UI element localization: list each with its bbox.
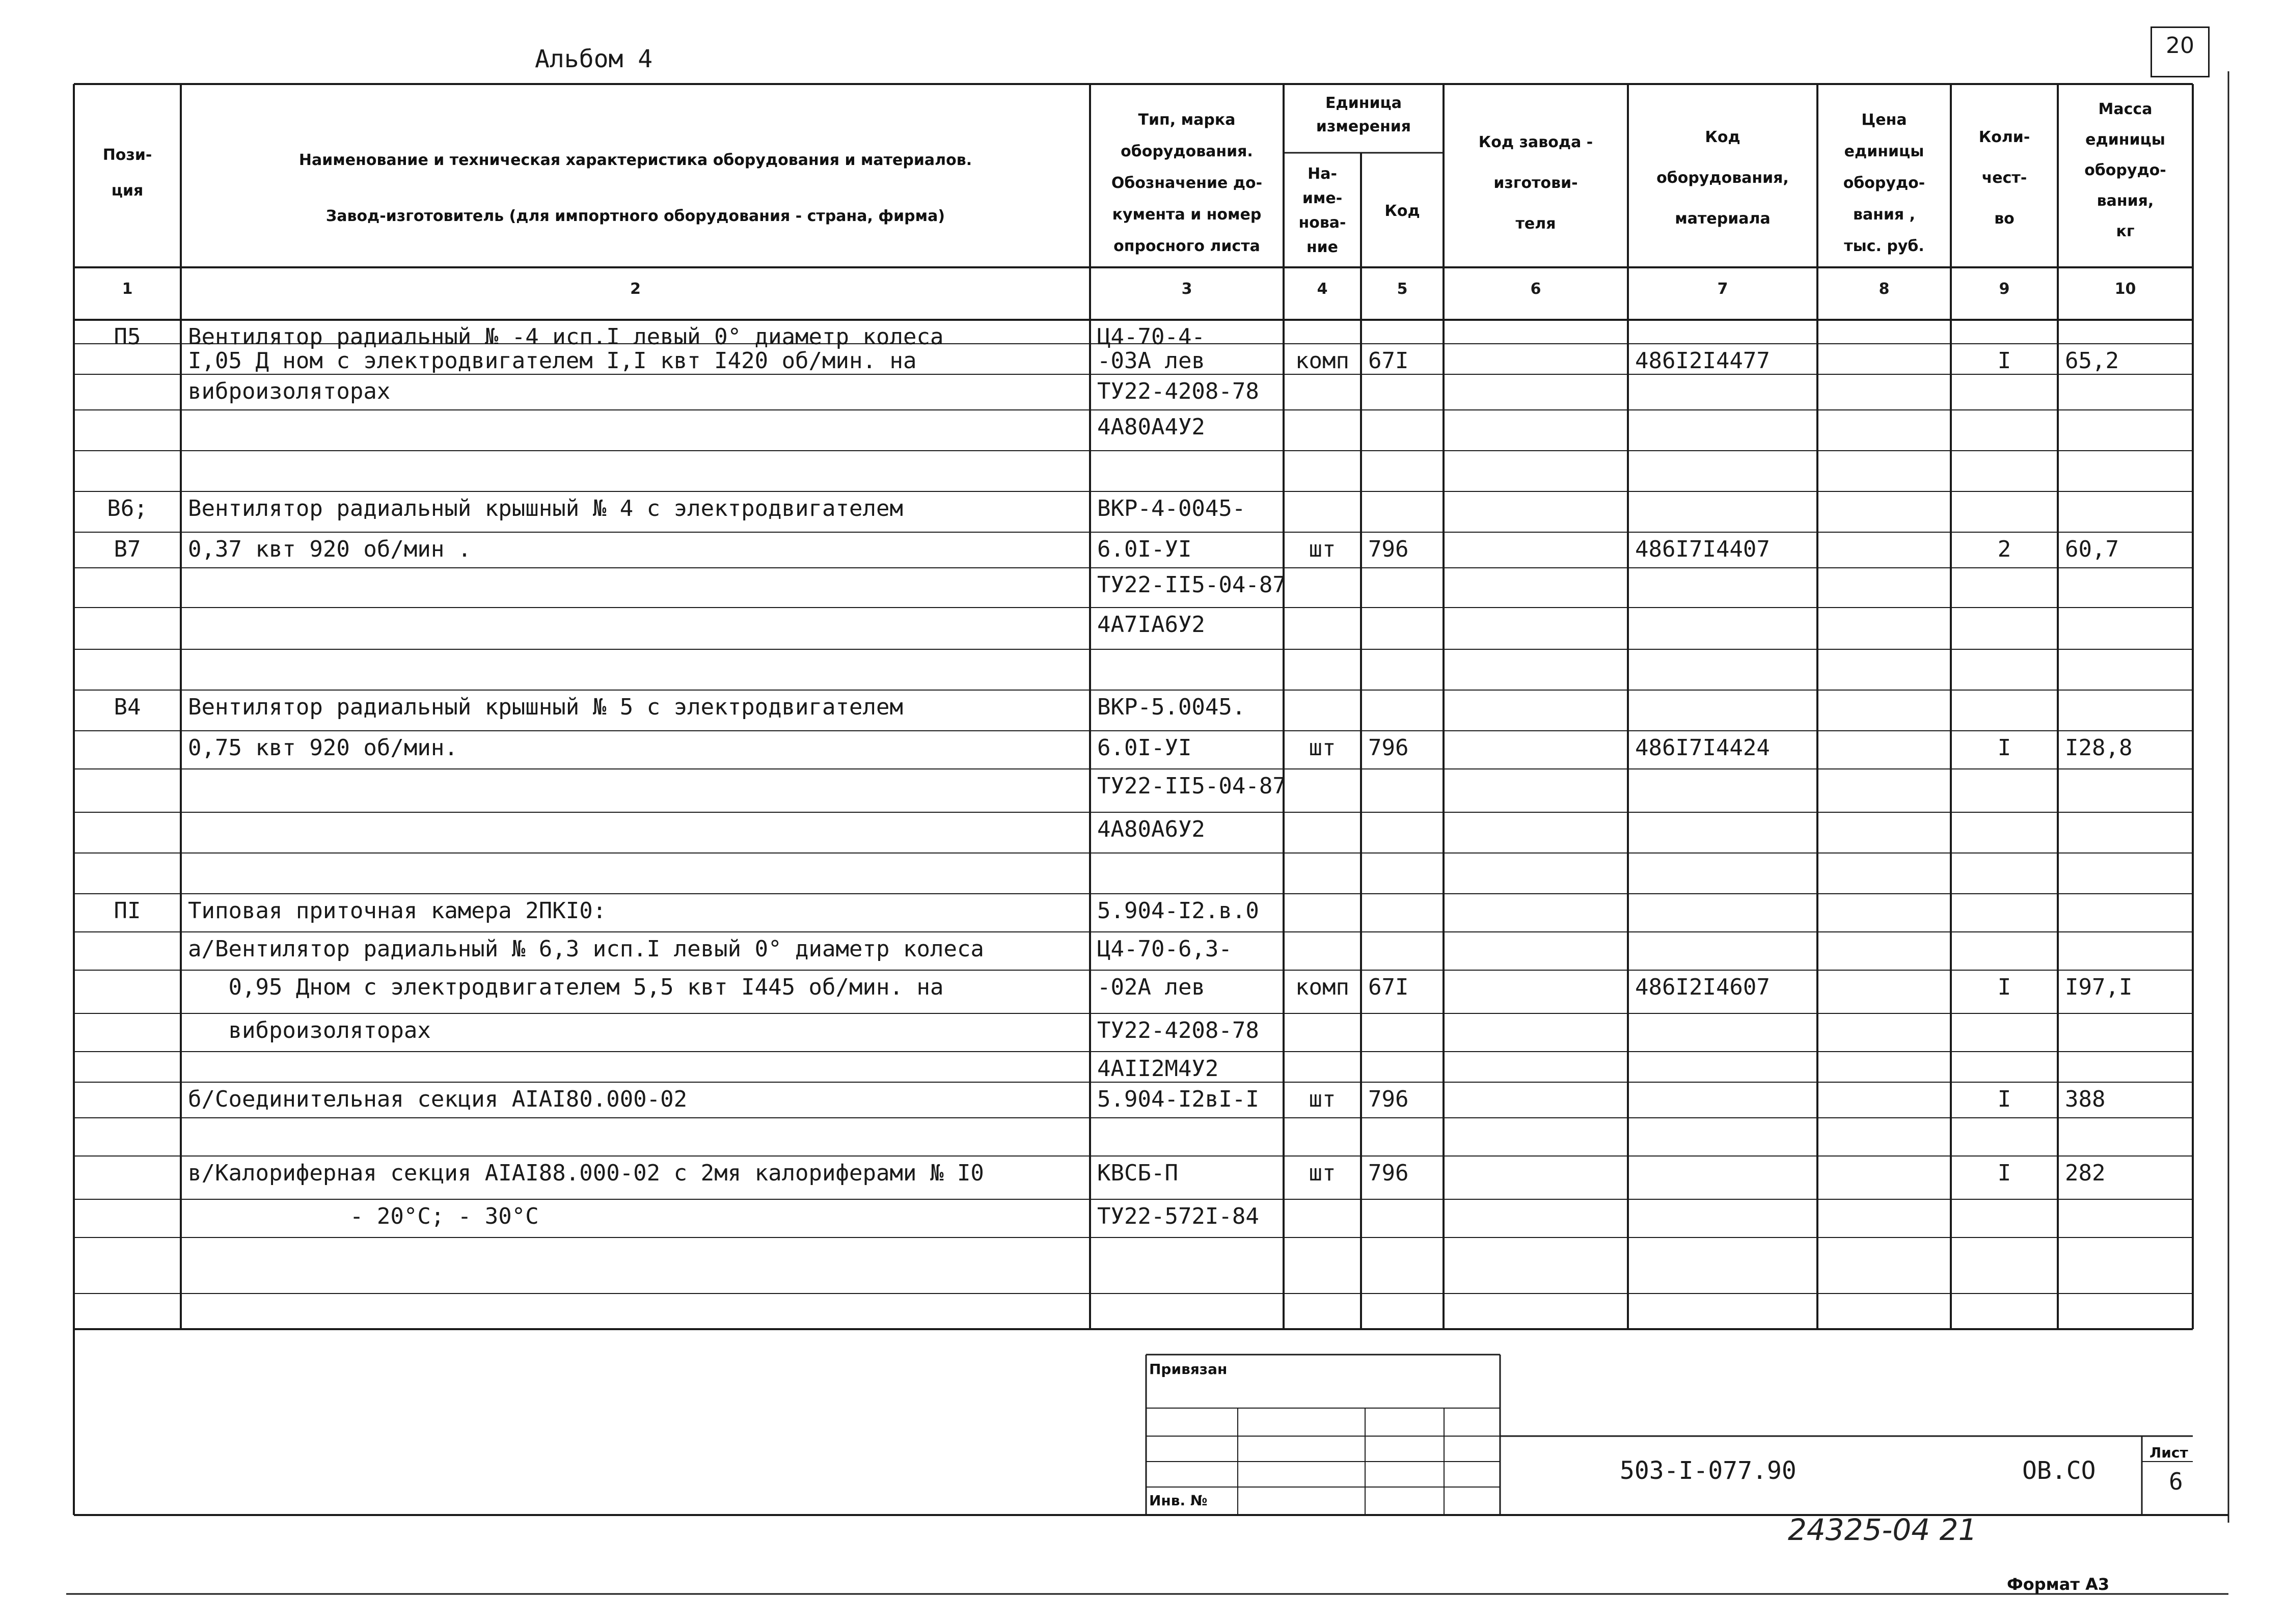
cell-equip-code: 486I7I4424: [1635, 735, 1770, 761]
header-factory-code-line: изготови-: [1493, 174, 1578, 192]
cell-name: в/Калориферная секция АIАI88.000-02 с 2мя калориферами № I0: [188, 1160, 984, 1186]
cell-type: ТУ22-II5-04-87: [1097, 773, 1286, 799]
header-unit-group-line: измерения: [1316, 118, 1411, 135]
cell-name: 0,95 Дном с электродвигателем 5,5 квт I445 об/мин. на: [188, 974, 944, 1000]
header-type-line: оборудования.: [1121, 143, 1253, 160]
cell-type: 6.0I-УI: [1097, 536, 1192, 562]
cell-mass: 388: [2065, 1086, 2106, 1112]
cell-name: I,05 Д ном с электродвигателем I,I квт I420 об/мин. на: [188, 348, 917, 374]
column-number: 2: [630, 280, 641, 298]
document-code: 503-I-077.90: [1620, 1456, 1797, 1485]
cell-type: 4АII2М4У2: [1097, 1056, 1219, 1082]
cell-name: Вентилятор радиальный крышный № 5 с электродвигателем: [188, 694, 903, 720]
header-name-line: Завод-изготовитель (для импортного оборудования - страна, фирма): [325, 207, 945, 225]
cell-qty: I: [1997, 1160, 2011, 1186]
document-mark: ОВ.СО: [2022, 1456, 2096, 1485]
cell-equip-code: 486I2I4607: [1635, 974, 1770, 1000]
header-equipment-code: [1628, 117, 1817, 239]
cell-mass: 282: [2065, 1160, 2106, 1186]
cell-type: ТУ22-572I-84: [1097, 1203, 1259, 1229]
header-price-line: Цена: [1861, 111, 1907, 129]
cell-type: ВКР-4-0045-: [1097, 496, 1246, 521]
header-price-line: тыс. руб.: [1844, 237, 1924, 255]
header-equipment-code-line: материала: [1675, 210, 1771, 228]
column-number: 9: [1999, 280, 2010, 298]
header-mass-line: оборудо-: [2084, 161, 2166, 179]
column-number: 8: [1879, 280, 1890, 298]
header-type-line: Тип, марка: [1138, 111, 1236, 129]
cell-type: КВСБ-П: [1097, 1160, 1178, 1186]
cell-pos: ПI: [114, 898, 141, 924]
header-factory-code-line: Код завода -: [1478, 133, 1593, 151]
cell-type: ТУ22-4208-78: [1097, 378, 1259, 404]
cell-unit: шт: [1309, 536, 1336, 562]
sheet-number: 6: [2169, 1468, 2183, 1495]
header-type-line: кумента и номер: [1112, 206, 1262, 224]
cell-code: 796: [1368, 1086, 1409, 1112]
header-factory-code: [1444, 122, 1628, 244]
handwritten-number: 24325-04 21: [1788, 1512, 1977, 1547]
cell-name: Вентилятор радиальный № -4 исп.I левый 0° диаметр колеса: [188, 324, 944, 350]
cell-code: 67I: [1368, 974, 1409, 1000]
cell-mass: 60,7: [2065, 536, 2119, 562]
header-type: [1090, 104, 1284, 262]
cell-type: Ц4-70-6,3-: [1097, 936, 1232, 962]
cell-qty: 2: [1997, 536, 2011, 562]
sheet-label: Лист: [2149, 1444, 2188, 1461]
column-number: 3: [1181, 280, 1192, 298]
header-unit-name-line: ние: [1306, 238, 1339, 256]
column-number: 6: [1530, 280, 1541, 298]
column-number: 1: [122, 280, 133, 298]
column-number: 4: [1317, 280, 1328, 298]
header-quantity-line: чест-: [1981, 169, 2027, 187]
header-type-line: Обозначение до-: [1111, 174, 1263, 192]
cell-pos: В4: [114, 694, 141, 720]
header-price: [1817, 104, 1951, 262]
inventory-label: Инв. №: [1149, 1492, 1208, 1509]
cell-type: 5.904-I2.в.0: [1097, 898, 1259, 924]
cell-unit: комп: [1295, 974, 1349, 1000]
cell-type: 5.904-I2вI-I: [1097, 1086, 1259, 1112]
header-factory-code-line: теля: [1515, 215, 1556, 233]
header-name-line: Наименование и техническая характеристика оборудования и материалов.: [298, 151, 972, 169]
column-number: 10: [2114, 280, 2136, 298]
cell-name: - 20°С; - 30°С: [188, 1203, 539, 1229]
header-price-line: вания ,: [1853, 206, 1916, 224]
header-unit-name: [1284, 162, 1361, 260]
cell-type: 4А7IА6У2: [1097, 612, 1205, 638]
header-mass-line: единицы: [2085, 131, 2165, 149]
cell-name: Вентилятор радиальный крышный № 4 с электродвигателем: [188, 496, 903, 521]
cell-name: виброизоляторах: [188, 378, 391, 404]
cell-mass: 65,2: [2065, 348, 2119, 374]
cell-code: 67I: [1368, 348, 1409, 374]
column-number: 5: [1397, 280, 1408, 298]
header-unit-group: [1284, 92, 1444, 139]
header-type-line: опросного листа: [1113, 237, 1260, 255]
header-code: Код: [1384, 202, 1420, 220]
cell-code: 796: [1368, 1160, 1409, 1186]
header-price-line: оборудо-: [1843, 174, 1925, 192]
album-label: Альбом 4: [535, 45, 653, 73]
cell-unit: комп: [1295, 348, 1349, 374]
cell-type: 6.0I-УI: [1097, 735, 1192, 761]
cell-pos: В7: [114, 536, 141, 562]
header-mass-line: вания,: [2097, 192, 2154, 210]
cell-type: -02А лев: [1097, 974, 1205, 1000]
header-unit-name-line: нова-: [1298, 214, 1346, 232]
column-number: 7: [1717, 280, 1728, 298]
header-position-line: ция: [111, 182, 144, 200]
cell-qty: I: [1997, 348, 2011, 374]
cell-unit: шт: [1309, 1086, 1336, 1112]
cell-type: 4А80А6У2: [1097, 816, 1205, 842]
cell-unit: шт: [1309, 1160, 1336, 1186]
cell-name: виброизоляторах: [188, 1017, 431, 1043]
header-mass-line: кг: [2116, 223, 2135, 240]
tied-label: Привязан: [1149, 1361, 1228, 1378]
cell-mass: I97,I: [2065, 974, 2133, 1000]
cell-pos: В6;: [107, 496, 148, 521]
cell-name: 0,75 квт 920 об/мин.: [188, 735, 458, 761]
cell-qty: I: [1997, 1086, 2011, 1112]
format-label: Формат А3: [2007, 1575, 2110, 1594]
cell-pos: П5: [114, 324, 141, 350]
cell-type: Ц4-70-4-: [1097, 324, 1205, 350]
header-mass-line: Масса: [2098, 100, 2153, 118]
header-equipment-code-line: оборудования,: [1656, 169, 1789, 187]
cell-name: б/Соединительная секция АIАI80.000-02: [188, 1086, 688, 1112]
header-unit-name-line: На-: [1308, 165, 1337, 183]
header-unit-name-line: име-: [1302, 189, 1343, 207]
header-position: [74, 137, 181, 209]
header-mass: [2058, 94, 2193, 247]
header-position-line: Пози-: [102, 146, 152, 164]
cell-name: 0,37 квт 920 об/мин .: [188, 536, 472, 562]
cell-name: Типовая приточная камера 2ПКI0:: [188, 898, 607, 924]
header-quantity: [1951, 117, 2058, 239]
page-number-top: 20: [2166, 33, 2194, 59]
cell-type: ТУ22-II5-04-87: [1097, 572, 1286, 598]
header-equipment-code-line: Код: [1705, 128, 1740, 146]
cell-qty: I: [1997, 974, 2011, 1000]
cell-qty: I: [1997, 735, 2011, 761]
cell-equip-code: 486I2I4477: [1635, 348, 1770, 374]
cell-type: 4А80А4У2: [1097, 414, 1205, 440]
cell-code: 796: [1368, 536, 1409, 562]
cell-type: -03А лев: [1097, 348, 1205, 374]
cell-name: а/Вентилятор радиальный № 6,3 исп.I левый 0° диаметр колеса: [188, 936, 984, 962]
header-unit-group-line: Единица: [1325, 94, 1402, 112]
cell-code: 796: [1368, 735, 1409, 761]
cell-mass: I28,8: [2065, 735, 2133, 761]
header-price-line: единицы: [1844, 143, 1924, 160]
header-name: [181, 132, 1090, 244]
header-quantity-line: Коли-: [1978, 128, 2030, 146]
header-quantity-line: во: [1994, 210, 2015, 228]
cell-type: ВКР-5.0045.: [1097, 694, 1246, 720]
cell-type: ТУ22-4208-78: [1097, 1017, 1259, 1043]
cell-unit: шт: [1309, 735, 1336, 761]
cell-equip-code: 486I7I4407: [1635, 536, 1770, 562]
